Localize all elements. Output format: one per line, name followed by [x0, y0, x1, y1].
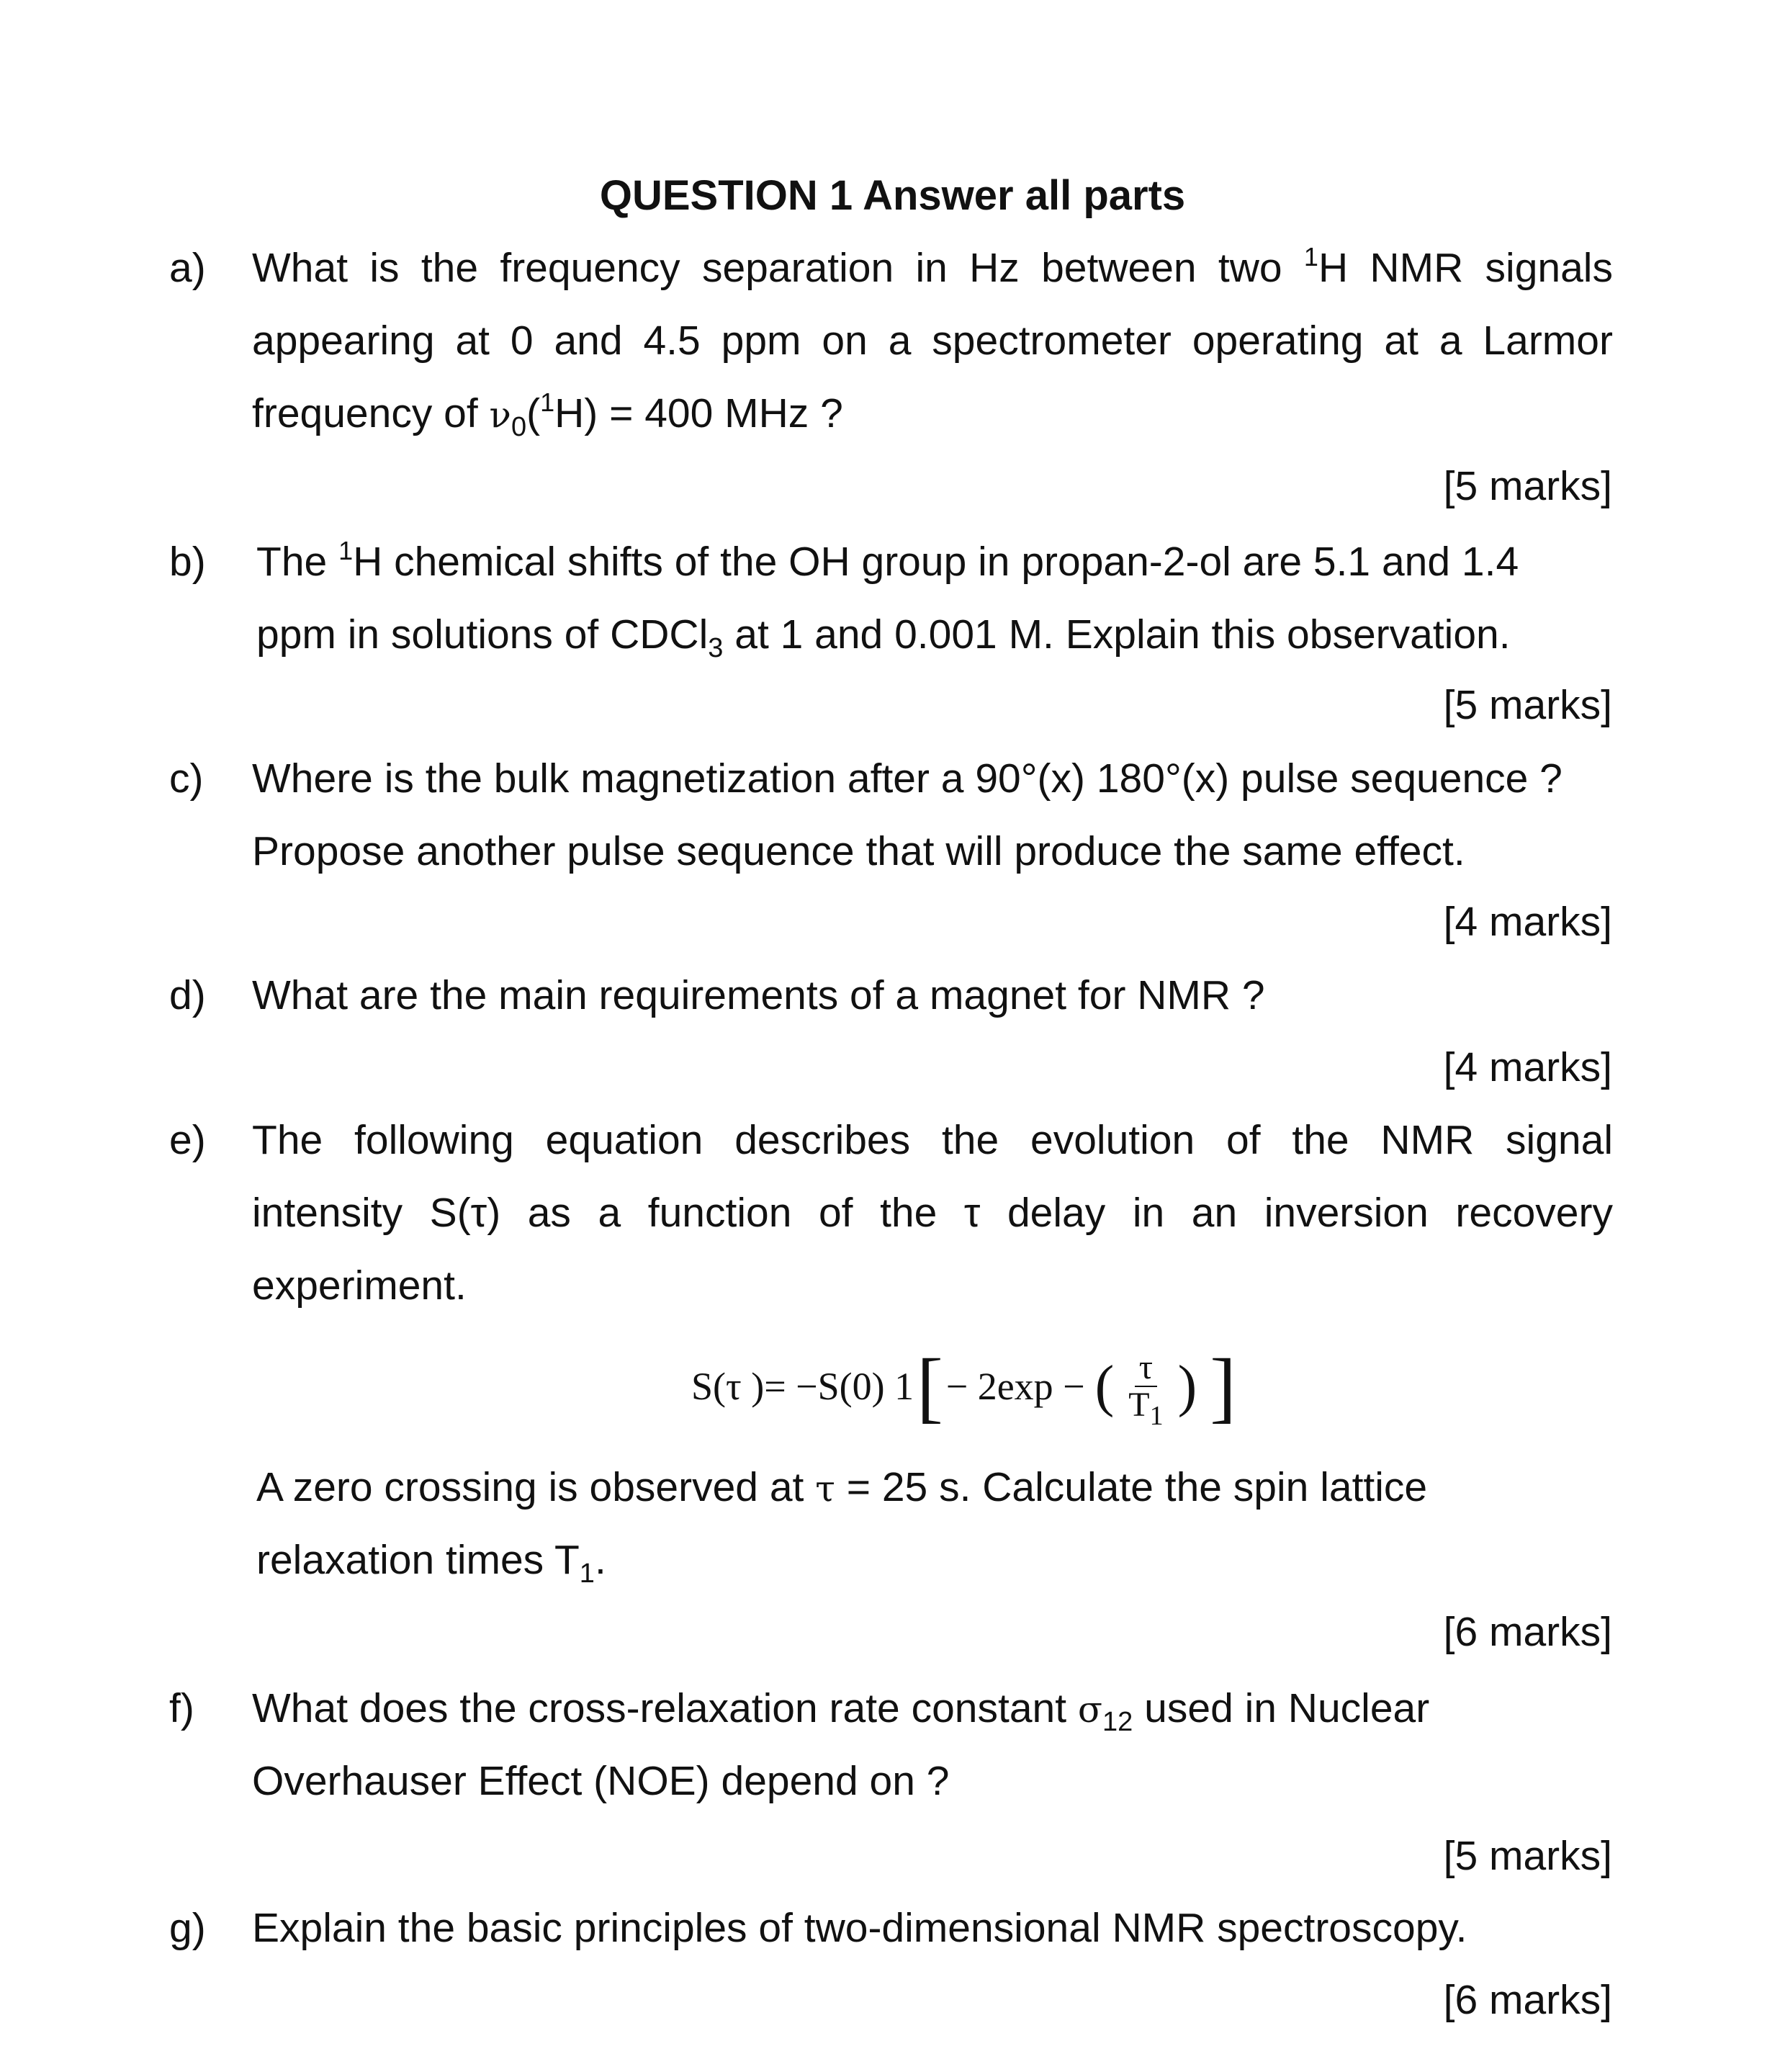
part-g-line-1: Explain the basic principles of two-dimensional NMR spectroscopy.	[252, 1905, 1467, 1951]
part-a-paren: (	[526, 390, 541, 436]
part-e-after-line-2	[256, 1524, 1617, 1597]
part-a-line-2	[252, 305, 1613, 377]
part-e-after2-pre: relaxation times T	[256, 1537, 580, 1583]
word: is	[369, 245, 400, 291]
word: The	[252, 1117, 323, 1163]
word: the	[941, 1117, 999, 1163]
part-e-text	[252, 1104, 1613, 1322]
word: separation	[701, 245, 894, 291]
word: recovery	[1455, 1190, 1613, 1236]
part-a-label: a)	[169, 245, 206, 291]
word: $^1$H	[1303, 242, 1349, 291]
word: of	[818, 1190, 853, 1236]
sigma-symbol: σ	[1077, 1689, 1103, 1731]
part-b-line1-post: H chemical shifts of the OH group in propan-2-ol are 5.1 and 1.4	[353, 539, 1519, 585]
isotope-superscript: 1	[540, 387, 555, 417]
nu-symbol: ν	[489, 394, 511, 436]
word: evolution	[1030, 1117, 1195, 1163]
part-e-marks: [6 marks]	[1443, 1609, 1612, 1655]
t1-subscript: 1	[579, 1559, 595, 1589]
word: in	[915, 245, 948, 291]
word: frequency	[500, 245, 680, 291]
word: inversion	[1264, 1190, 1429, 1236]
part-d-line-1: What are the main requirements of a magnet for NMR ?	[252, 972, 1265, 1018]
part-e-line-2	[252, 1177, 1613, 1250]
word: delay	[1007, 1190, 1106, 1236]
word: in	[1132, 1190, 1165, 1236]
equation-fraction	[1128, 1347, 1164, 1431]
word: describes	[734, 1117, 911, 1163]
part-f-line-2: Overhauser Effect (NOE) depend on ?	[252, 1758, 950, 1804]
fraction-denominator-sub: 1	[1149, 1401, 1164, 1431]
word: a	[888, 318, 912, 364]
part-b-line-2	[256, 598, 1617, 671]
part-f-line1-pre: What does the cross-relaxation rate constant	[252, 1685, 1078, 1731]
part-g-label: g)	[169, 1905, 206, 1951]
equation-lhs: S(τ )= −S(0) 1	[691, 1365, 914, 1408]
part-e-label: e)	[169, 1117, 206, 1163]
word: Larmor	[1483, 318, 1613, 364]
word: operating	[1192, 318, 1364, 364]
part-d-text	[252, 959, 1613, 1032]
equation-paren-open: (	[1094, 1355, 1115, 1418]
word: 4.5	[643, 318, 701, 364]
word: appearing	[252, 318, 435, 364]
part-b-line2-post: at 1 and 0.001 M. Explain this observation.	[723, 611, 1511, 658]
word: Hz	[969, 245, 1020, 291]
part-b-marks: [5 marks]	[1443, 682, 1612, 728]
question-title: QUESTION 1 Answer all parts	[599, 172, 1186, 219]
fraction-denominator-base: T	[1128, 1386, 1150, 1424]
part-b-line-1	[256, 526, 1617, 598]
part-e-after-text	[256, 1451, 1617, 1597]
word: the	[421, 245, 479, 291]
part-c-marks: [4 marks]	[1443, 899, 1612, 945]
word: two	[1218, 245, 1282, 291]
part-f-marks: [5 marks]	[1443, 1833, 1612, 1879]
isotope-superscript: 1	[1303, 242, 1318, 272]
word: equation	[545, 1117, 703, 1163]
part-f-line1-post: used in Nuclear	[1133, 1685, 1430, 1731]
sigma-subscript: 12	[1102, 1707, 1133, 1737]
word: at	[455, 318, 490, 364]
nu-subscript: 0	[511, 412, 527, 442]
word: as	[527, 1190, 571, 1236]
part-b-line1-pre: The	[256, 539, 339, 585]
part-a-line3-post: H) = 400 MHz ?	[554, 390, 843, 436]
word: an	[1191, 1190, 1238, 1236]
part-e-after-line-1	[256, 1451, 1617, 1524]
word: τ	[963, 1190, 981, 1236]
word: on	[822, 318, 868, 364]
word: the	[1292, 1117, 1349, 1163]
part-f-label: f)	[169, 1685, 194, 1731]
word: NMR	[1380, 1117, 1475, 1163]
word: a	[1439, 318, 1462, 364]
equation-bracket-close: ]	[1210, 1342, 1236, 1430]
part-a-line3-pre: frequency of	[252, 390, 490, 436]
fraction-denominator	[1128, 1386, 1164, 1431]
part-e-line-1	[252, 1104, 1613, 1177]
word: of	[1226, 1117, 1261, 1163]
word: function	[647, 1190, 792, 1236]
part-a-line-1	[252, 232, 1613, 305]
inversion-recovery-equation	[691, 1340, 1239, 1433]
word: ppm	[721, 318, 801, 364]
part-e-after1-post: = 25 s. Calculate the spin lattice	[835, 1464, 1428, 1510]
part-b-line2-pre: ppm in solutions of CDCl	[256, 611, 709, 658]
word: the	[880, 1190, 938, 1236]
word: intensity	[252, 1190, 403, 1236]
word: S(τ)	[429, 1190, 501, 1236]
equation-middle: − 2exp −	[945, 1365, 1085, 1408]
word: at	[1384, 318, 1418, 364]
part-b-label: b)	[169, 539, 206, 585]
word: spectrometer	[932, 318, 1172, 364]
part-g-marks: [6 marks]	[1443, 1977, 1612, 2023]
part-c-label: c)	[169, 755, 204, 802]
word: 0	[510, 318, 534, 364]
part-f-text	[252, 1672, 1613, 1818]
part-e-line-3: experiment.	[252, 1263, 467, 1309]
part-d-label: d)	[169, 972, 206, 1018]
word: What	[252, 245, 349, 291]
part-e-after1-pre: A zero crossing is observed at	[256, 1464, 816, 1510]
tau-symbol: τ	[815, 1468, 835, 1510]
part-b-text	[256, 526, 1617, 671]
part-c-line-2: Propose another pulse sequence that will produce the same effect.	[252, 828, 1465, 874]
part-a-text	[252, 232, 1613, 450]
equation-bracket-open: [	[917, 1342, 943, 1430]
isotope-superscript: 1	[338, 536, 354, 565]
word: NMR	[1370, 245, 1464, 291]
part-a-marks: [5 marks]	[1443, 463, 1612, 509]
part-e-after2-post: .	[594, 1537, 606, 1583]
word: and	[554, 318, 623, 364]
part-d-marks: [4 marks]	[1443, 1044, 1612, 1090]
fraction-numerator: τ	[1135, 1350, 1157, 1387]
cdcl3-subscript: 3	[708, 633, 724, 663]
equation-paren-close: )	[1177, 1355, 1197, 1418]
word: signal	[1506, 1117, 1613, 1163]
part-f-line-1	[252, 1672, 1613, 1745]
part-c-line-1: Where is the bulk magnetization after a 90°(x) 180°(x) pulse sequence ?	[252, 755, 1563, 802]
part-c-text	[252, 743, 1613, 888]
part-a-line-3	[252, 377, 1613, 450]
word: signals	[1485, 245, 1613, 291]
part-g-text	[252, 1892, 1613, 1965]
word: following	[354, 1117, 514, 1163]
word: a	[598, 1190, 621, 1236]
word: between	[1041, 245, 1197, 291]
